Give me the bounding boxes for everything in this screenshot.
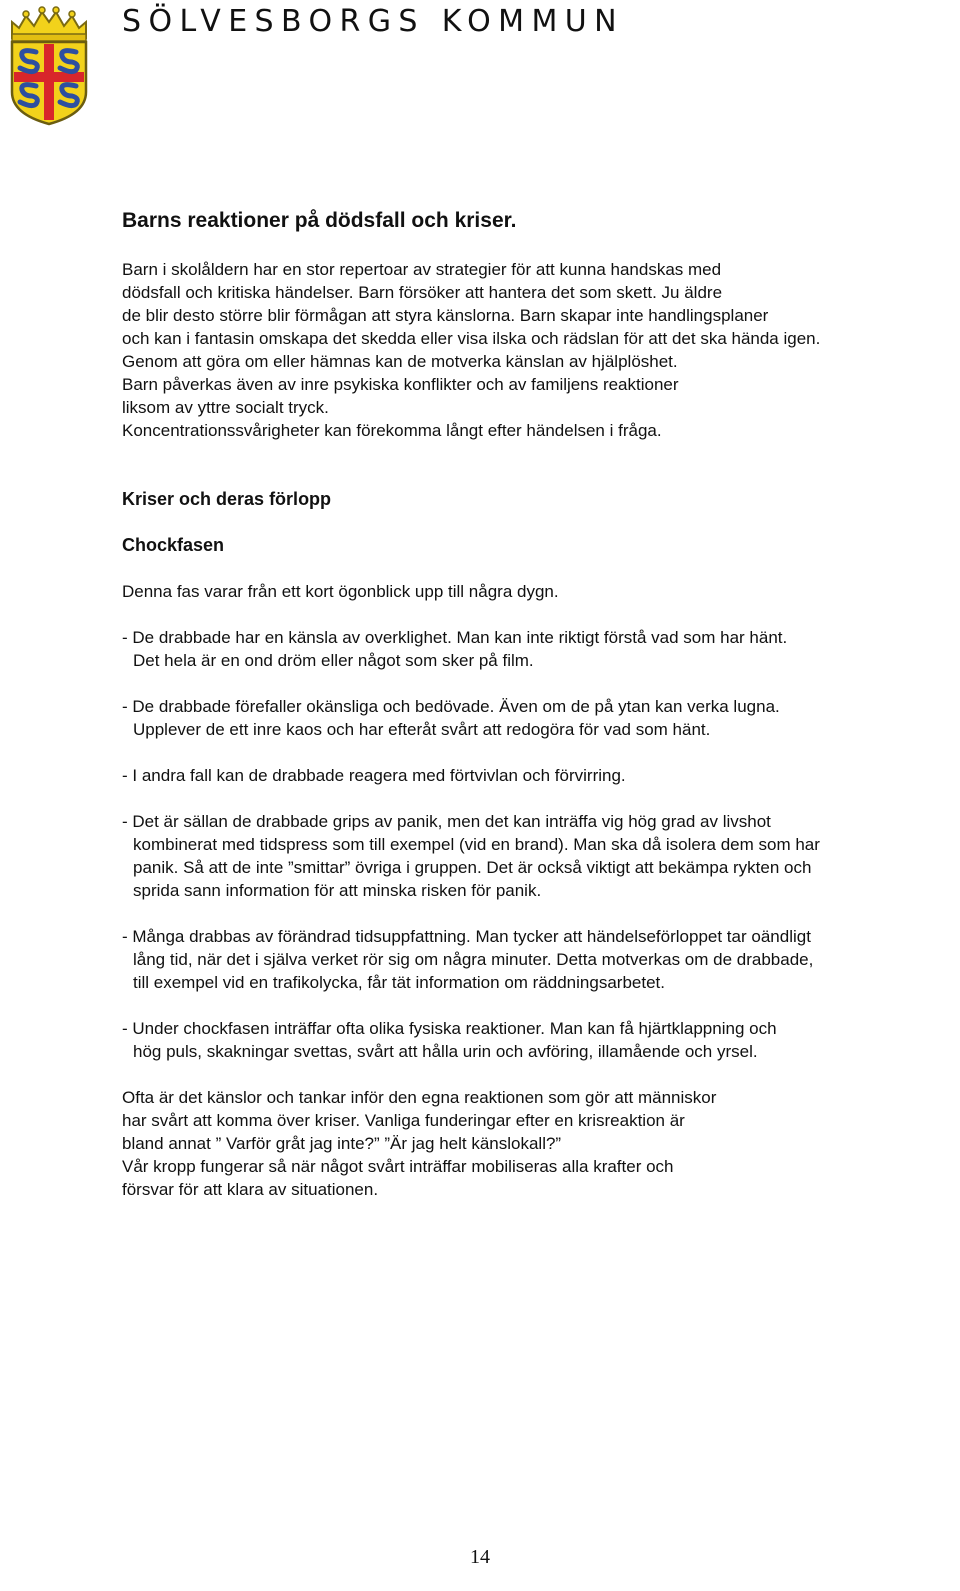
bullet-item [122, 764, 952, 787]
intro-line: Barn påverkas även av inre psykiska konflikter och av familjens reaktioner [122, 375, 679, 394]
bullet-continuation-line: hög puls, skakningar svettas, svårt att hålla urin och avföring, illamående och yrsel. [133, 1042, 758, 1061]
bullet-continuation-line: Upplever de ett inre kaos och har efteråt svårt att redogöra för vad som hänt. [133, 720, 711, 739]
lead-paragraph: Denna fas varar från ett kort ögonblick upp till några dygn. [122, 582, 559, 601]
intro-line: Koncentrationssvårigheter kan förekomma långt efter händelsen i fråga. [122, 421, 662, 440]
intro-line: de blir desto större blir förmågan att styra känslorna. Barn skapar inte handlingsplaner [122, 306, 769, 325]
municipality-name: SÖLVESBORGS KOMMUN [122, 4, 624, 39]
section-heading: Kriser och deras förlopp [122, 489, 332, 509]
coat-of-arms-icon [6, 4, 92, 126]
closing-paragraph [122, 1086, 952, 1201]
bullet-continuation-line: kombinerat med tidspress som till exempel (vid en brand). Man ska då isolera dem som har [133, 835, 820, 854]
bullet-first-line: - Under chockfasen inträffar ofta olika fysiska reaktioner. Man kan få hjärtklappning och [122, 1019, 777, 1038]
bullet-continuation-line: Det hela är en ond dröm eller något som sker på film. [133, 651, 534, 670]
subsection-heading: Chockfasen [122, 535, 225, 555]
intro-line: Genom att göra om eller hämnas kan de motverka känslan av hjälplöshet. [122, 352, 678, 371]
bullet-item [122, 810, 952, 902]
intro-line: liksom av yttre socialt tryck. [122, 398, 329, 417]
intro-line: dödsfall och kritiska händelser. Barn försöker att hantera det som skett. Ju äldre [122, 283, 723, 302]
page-header [0, 0, 960, 130]
intro-paragraph [122, 258, 952, 442]
bullet-continuation-line: panik. Så att de inte ”smittar” övriga i gruppen. Det är också viktigt att bekämpa rykten och [133, 858, 812, 877]
bullet-item [122, 695, 952, 741]
bullet-continuation-line: lång tid, när det i själva verket rör sig om några minuter. Detta motverkas om de drabbade, [133, 950, 814, 969]
bullet-continuation-line: till exempel vid en trafikolycka, får tät information om räddningsarbetet. [133, 973, 665, 992]
document-title: Barns reaktioner på dödsfall och kriser. [122, 209, 517, 232]
bullet-first-line: - De drabbade har en känsla av overklighet. Man kan inte riktigt förstå vad som har hänt. [122, 628, 788, 647]
closing-line: Vår kropp fungerar så när något svårt inträffar mobiliseras alla krafter och [122, 1157, 674, 1176]
bullet-item [122, 626, 952, 672]
closing-line: försvar för att klara av situationen. [122, 1180, 379, 1199]
closing-line: Ofta är det känslor och tankar inför den egna reaktionen som gör att människor [122, 1088, 717, 1107]
bullet-first-line: - Många drabbas av förändrad tidsuppfattning. Man tycker att händelseförloppet tar oändligt [122, 927, 811, 946]
bullet-first-line: - I andra fall kan de drabbade reagera med förtvivlan och förvirring. [122, 766, 626, 785]
page-number: 14 [470, 1546, 490, 1568]
intro-line: Barn i skolåldern har en stor repertoar av strategier för att kunna handskas med [122, 260, 722, 279]
closing-line: bland annat ” Varför gråt jag inte?” ”Är jag helt känslokall?” [122, 1134, 562, 1153]
bullet-item [122, 925, 952, 994]
bullet-first-line: - Det är sällan de drabbade grips av panik, men det kan inträffa vig hög grad av livshot [122, 812, 771, 831]
bullet-first-line: - De drabbade förefaller okänsliga och bedövade. Även om de på ytan kan verka lugna. [122, 697, 780, 716]
bullet-item [122, 1017, 952, 1063]
intro-line: och kan i fantasin omskapa det skedda eller visa ilska och rädslan för att det ska hända igen. [122, 329, 821, 348]
closing-line: har svårt att komma över kriser. Vanliga funderingar efter en krisreaktion är [122, 1111, 685, 1130]
bullet-continuation-line: sprida sann information för att minska risken för panik. [133, 881, 542, 900]
document-body [122, 208, 952, 1201]
